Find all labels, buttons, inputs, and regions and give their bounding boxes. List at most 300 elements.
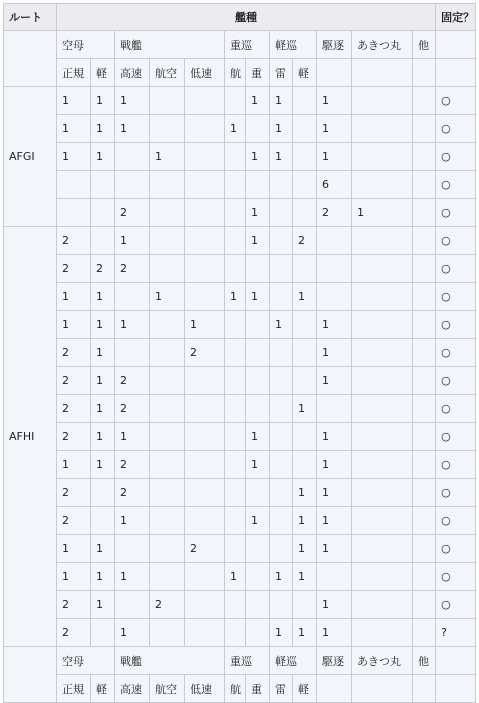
count-cell: 1 — [317, 339, 352, 367]
count-cell: 1 — [246, 87, 270, 115]
empty-cell — [317, 675, 352, 703]
count-cell: 1 — [317, 115, 352, 143]
count-cell — [293, 339, 317, 367]
count-cell — [413, 311, 436, 339]
count-cell — [413, 339, 436, 367]
count-cell — [352, 367, 413, 395]
count-cell — [293, 115, 317, 143]
empty-cell — [4, 647, 57, 703]
subtype-label: 低速 — [185, 59, 225, 87]
count-cell: 1 — [270, 311, 293, 339]
count-cell: 1 — [57, 115, 91, 143]
count-cell: 1 — [115, 423, 150, 451]
count-cell — [225, 339, 246, 367]
count-cell: 1 — [57, 283, 91, 311]
group-header-row — [4, 647, 476, 675]
count-cell — [246, 367, 270, 395]
count-cell: 2 — [57, 339, 91, 367]
table-row — [4, 479, 476, 507]
count-cell: 1 — [91, 311, 115, 339]
count-cell — [352, 507, 413, 535]
count-cell — [185, 451, 225, 479]
empty-cell — [352, 675, 413, 703]
count-cell — [352, 619, 413, 647]
count-cell — [246, 591, 270, 619]
count-cell — [352, 479, 413, 507]
empty-cell — [413, 675, 436, 703]
count-cell: 1 — [57, 563, 91, 591]
count-cell — [185, 563, 225, 591]
count-cell — [225, 479, 246, 507]
count-cell: 1 — [352, 199, 413, 227]
count-cell — [246, 339, 270, 367]
count-cell: 1 — [91, 339, 115, 367]
count-cell — [352, 339, 413, 367]
count-cell: 1 — [115, 507, 150, 535]
table-row — [4, 143, 476, 171]
count-cell — [185, 283, 225, 311]
count-cell — [91, 507, 115, 535]
count-cell — [352, 171, 413, 199]
count-cell — [270, 395, 293, 423]
count-cell — [413, 507, 436, 535]
count-cell: 1 — [91, 395, 115, 423]
group-label: 他 — [413, 31, 436, 59]
group-label: 戦艦 — [115, 647, 225, 675]
count-cell: 1 — [115, 563, 150, 591]
subtype-label: 高速 — [115, 59, 150, 87]
count-cell: 1 — [91, 423, 115, 451]
count-cell — [352, 563, 413, 591]
count-cell — [185, 227, 225, 255]
count-cell: 1 — [293, 563, 317, 591]
count-cell — [91, 171, 115, 199]
count-cell — [413, 535, 436, 563]
header-fixed: 固定？ — [436, 4, 476, 31]
count-cell — [185, 619, 225, 647]
group-label: 駆逐 — [317, 647, 352, 675]
count-cell — [91, 199, 115, 227]
count-cell — [293, 367, 317, 395]
subtype-label: 重 — [246, 59, 270, 87]
empty-cell — [436, 59, 476, 87]
count-cell: 1 — [57, 143, 91, 171]
table-row — [4, 311, 476, 339]
count-cell: 1 — [270, 115, 293, 143]
count-cell — [413, 591, 436, 619]
subtype-label: 雷 — [270, 675, 293, 703]
table-row — [4, 255, 476, 283]
count-cell — [293, 423, 317, 451]
count-cell: 1 — [293, 395, 317, 423]
fixed-cell: ○ — [436, 395, 476, 423]
subtype-header-row — [4, 675, 476, 703]
count-cell — [352, 423, 413, 451]
count-cell — [185, 395, 225, 423]
count-cell: 1 — [91, 115, 115, 143]
count-cell — [150, 479, 185, 507]
table-row — [4, 507, 476, 535]
count-cell: 2 — [185, 535, 225, 563]
count-cell: 1 — [317, 591, 352, 619]
count-cell — [413, 423, 436, 451]
table-header-row — [4, 4, 476, 31]
subtype-label: 航空 — [150, 59, 185, 87]
count-cell — [150, 87, 185, 115]
count-cell: 1 — [91, 451, 115, 479]
count-cell — [57, 171, 91, 199]
count-cell — [225, 171, 246, 199]
count-cell: 2 — [57, 619, 91, 647]
count-cell — [225, 619, 246, 647]
count-cell — [270, 367, 293, 395]
count-cell — [270, 171, 293, 199]
count-cell — [150, 395, 185, 423]
count-cell: 2 — [115, 199, 150, 227]
count-cell: 1 — [246, 451, 270, 479]
subtype-label: 低速 — [185, 675, 225, 703]
count-cell: 2 — [185, 339, 225, 367]
subtype-label: 正規 — [57, 59, 91, 87]
count-cell — [185, 143, 225, 171]
count-cell — [413, 255, 436, 283]
fixed-cell: ○ — [436, 423, 476, 451]
count-cell — [91, 619, 115, 647]
count-cell: 1 — [57, 535, 91, 563]
count-cell: 1 — [317, 367, 352, 395]
count-cell — [293, 143, 317, 171]
count-cell — [352, 283, 413, 311]
table-row — [4, 199, 476, 227]
count-cell — [185, 255, 225, 283]
fixed-cell: ○ — [436, 227, 476, 255]
count-cell — [225, 451, 246, 479]
count-cell — [317, 283, 352, 311]
empty-cell — [436, 675, 476, 703]
subtype-header-row — [4, 59, 476, 87]
count-cell — [150, 339, 185, 367]
route-cell: AFHI — [4, 227, 57, 647]
count-cell — [270, 227, 293, 255]
table-body — [4, 4, 476, 703]
table-row — [4, 619, 476, 647]
subtype-label: 重 — [246, 675, 270, 703]
count-cell: 1 — [317, 143, 352, 171]
count-cell — [413, 367, 436, 395]
table-row — [4, 535, 476, 563]
count-cell — [293, 199, 317, 227]
count-cell — [270, 451, 293, 479]
count-cell: 1 — [91, 535, 115, 563]
count-cell — [317, 395, 352, 423]
count-cell — [352, 87, 413, 115]
group-label: 空母 — [57, 647, 115, 675]
count-cell: 2 — [115, 451, 150, 479]
count-cell: 1 — [225, 563, 246, 591]
count-cell — [91, 227, 115, 255]
table-row — [4, 423, 476, 451]
empty-cell — [352, 59, 413, 87]
empty-cell — [413, 59, 436, 87]
count-cell: 2 — [91, 255, 115, 283]
count-cell — [270, 283, 293, 311]
count-cell: 1 — [293, 507, 317, 535]
count-cell: 2 — [57, 395, 91, 423]
fixed-cell: ○ — [436, 479, 476, 507]
fixed-cell: ? — [436, 619, 476, 647]
fixed-cell: ○ — [436, 563, 476, 591]
count-cell: 1 — [270, 87, 293, 115]
count-cell: 2 — [115, 367, 150, 395]
empty-cell — [436, 647, 476, 675]
count-cell — [352, 535, 413, 563]
count-cell — [352, 115, 413, 143]
table-row — [4, 115, 476, 143]
count-cell: 6 — [317, 171, 352, 199]
count-cell — [270, 199, 293, 227]
count-cell: 1 — [225, 115, 246, 143]
count-cell: 2 — [57, 367, 91, 395]
count-cell: 1 — [270, 563, 293, 591]
count-cell — [185, 479, 225, 507]
count-cell: 1 — [317, 311, 352, 339]
count-cell: 1 — [246, 507, 270, 535]
count-cell: 1 — [150, 143, 185, 171]
count-cell: 1 — [293, 283, 317, 311]
count-cell — [317, 563, 352, 591]
count-cell: 2 — [317, 199, 352, 227]
count-cell — [225, 199, 246, 227]
count-cell: 2 — [150, 591, 185, 619]
empty-cell — [436, 31, 476, 59]
group-label: 軽巡 — [270, 31, 317, 59]
count-cell — [413, 143, 436, 171]
count-cell: 1 — [57, 451, 91, 479]
count-cell — [246, 255, 270, 283]
count-cell: 1 — [115, 227, 150, 255]
count-cell — [225, 311, 246, 339]
fixed-cell: ○ — [436, 143, 476, 171]
subtype-label: 正規 — [57, 675, 91, 703]
subtype-label: 軽 — [91, 59, 115, 87]
subtype-label: 航 — [225, 675, 246, 703]
count-cell: 1 — [270, 143, 293, 171]
count-cell — [352, 227, 413, 255]
count-cell — [225, 143, 246, 171]
count-cell — [246, 171, 270, 199]
count-cell: 1 — [317, 423, 352, 451]
count-cell: 2 — [57, 507, 91, 535]
count-cell — [317, 227, 352, 255]
count-cell: 2 — [115, 255, 150, 283]
subtype-label: 高速 — [115, 675, 150, 703]
count-cell — [270, 507, 293, 535]
count-cell — [246, 395, 270, 423]
count-cell — [115, 283, 150, 311]
fixed-cell: ○ — [436, 87, 476, 115]
group-label: 他 — [413, 647, 436, 675]
count-cell — [293, 87, 317, 115]
table-row — [4, 283, 476, 311]
subtype-label: 航空 — [150, 675, 185, 703]
count-cell — [270, 479, 293, 507]
count-cell: 1 — [91, 367, 115, 395]
count-cell — [185, 423, 225, 451]
count-cell — [413, 171, 436, 199]
fixed-cell: ○ — [436, 255, 476, 283]
count-cell: 1 — [185, 311, 225, 339]
fixed-cell: ○ — [436, 451, 476, 479]
fixed-cell: ○ — [436, 283, 476, 311]
count-cell — [91, 479, 115, 507]
count-cell: 1 — [91, 143, 115, 171]
count-cell — [293, 171, 317, 199]
group-label: 戦艦 — [115, 31, 225, 59]
count-cell — [246, 563, 270, 591]
subtype-label: 雷 — [270, 59, 293, 87]
count-cell: 1 — [270, 619, 293, 647]
count-cell — [246, 115, 270, 143]
count-cell — [185, 367, 225, 395]
count-cell: 1 — [57, 87, 91, 115]
route-cell: AFGI — [4, 87, 57, 227]
count-cell — [413, 199, 436, 227]
count-cell — [352, 451, 413, 479]
count-cell: 1 — [115, 115, 150, 143]
empty-cell — [317, 59, 352, 87]
count-cell — [115, 339, 150, 367]
count-cell: 1 — [293, 619, 317, 647]
count-cell: 1 — [317, 87, 352, 115]
count-cell — [225, 507, 246, 535]
count-cell: 1 — [225, 283, 246, 311]
header-route: ルート — [4, 4, 57, 31]
count-cell: 1 — [91, 591, 115, 619]
count-cell: 1 — [150, 283, 185, 311]
count-cell — [150, 507, 185, 535]
count-cell — [150, 619, 185, 647]
count-cell — [352, 311, 413, 339]
count-cell — [413, 563, 436, 591]
count-cell — [246, 311, 270, 339]
group-label: 軽巡 — [270, 647, 317, 675]
subtype-label: 航 — [225, 59, 246, 87]
group-label: 駆逐 — [317, 31, 352, 59]
fixed-cell: ○ — [436, 115, 476, 143]
count-cell: 1 — [246, 199, 270, 227]
count-cell — [246, 479, 270, 507]
fixed-cell: ○ — [436, 591, 476, 619]
count-cell: 1 — [91, 87, 115, 115]
table-row — [4, 339, 476, 367]
count-cell — [150, 535, 185, 563]
group-label: 重巡 — [225, 31, 270, 59]
table-row — [4, 451, 476, 479]
count-cell — [225, 227, 246, 255]
fixed-cell: ○ — [436, 171, 476, 199]
count-cell — [115, 143, 150, 171]
group-header-row — [4, 31, 476, 59]
count-cell — [185, 171, 225, 199]
count-cell — [352, 395, 413, 423]
fixed-cell: ○ — [436, 367, 476, 395]
count-cell — [270, 255, 293, 283]
count-cell: 2 — [115, 395, 150, 423]
count-cell: 1 — [317, 535, 352, 563]
group-label: あきつ丸 — [352, 647, 413, 675]
subtype-label: 軽 — [91, 675, 115, 703]
fixed-cell: ○ — [436, 311, 476, 339]
count-cell — [150, 367, 185, 395]
count-cell — [185, 115, 225, 143]
count-cell — [185, 87, 225, 115]
count-cell: 2 — [57, 255, 91, 283]
count-cell — [413, 227, 436, 255]
count-cell: 2 — [57, 591, 91, 619]
empty-cell — [4, 31, 57, 87]
count-cell — [115, 171, 150, 199]
count-cell — [246, 619, 270, 647]
count-cell — [413, 479, 436, 507]
count-cell — [225, 395, 246, 423]
count-cell — [413, 115, 436, 143]
group-label: 空母 — [57, 31, 115, 59]
table-row — [4, 395, 476, 423]
count-cell — [150, 563, 185, 591]
count-cell — [150, 255, 185, 283]
count-cell: 1 — [115, 619, 150, 647]
count-cell — [352, 143, 413, 171]
fixed-cell: ○ — [436, 507, 476, 535]
count-cell — [413, 619, 436, 647]
count-cell: 2 — [57, 423, 91, 451]
count-cell: 1 — [317, 619, 352, 647]
subtype-label: 軽 — [293, 59, 317, 87]
count-cell: 1 — [317, 479, 352, 507]
count-cell: 1 — [246, 227, 270, 255]
count-cell — [225, 535, 246, 563]
count-cell — [185, 199, 225, 227]
count-cell — [225, 255, 246, 283]
count-cell: 2 — [115, 479, 150, 507]
count-cell — [270, 423, 293, 451]
ship-composition-table — [3, 3, 476, 703]
table-row — [4, 87, 476, 115]
table-row — [4, 171, 476, 199]
count-cell: 1 — [91, 563, 115, 591]
count-cell — [352, 255, 413, 283]
count-cell: 1 — [293, 479, 317, 507]
count-cell: 1 — [91, 283, 115, 311]
table-row — [4, 591, 476, 619]
count-cell: 1 — [246, 283, 270, 311]
fixed-cell: ○ — [436, 339, 476, 367]
count-cell — [225, 367, 246, 395]
count-cell — [413, 395, 436, 423]
count-cell — [150, 199, 185, 227]
count-cell — [352, 591, 413, 619]
count-cell — [293, 591, 317, 619]
count-cell: 1 — [115, 311, 150, 339]
subtype-label: 軽 — [293, 675, 317, 703]
count-cell — [413, 451, 436, 479]
count-cell — [57, 199, 91, 227]
count-cell: 2 — [57, 227, 91, 255]
table-row — [4, 367, 476, 395]
count-cell: 1 — [115, 87, 150, 115]
table-row — [4, 563, 476, 591]
count-cell — [293, 311, 317, 339]
